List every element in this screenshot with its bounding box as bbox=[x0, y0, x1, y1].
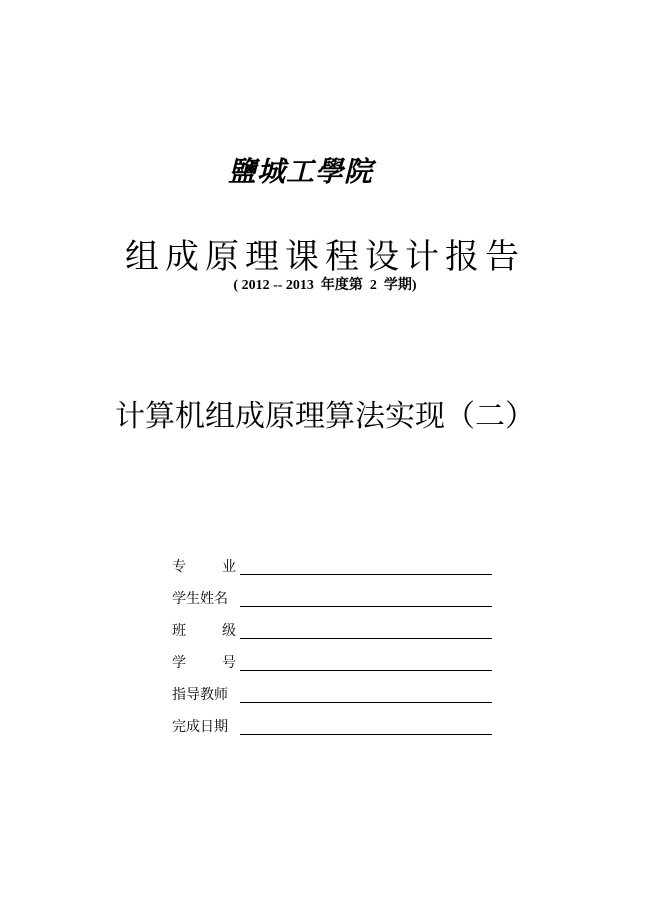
field-label-part: 班 bbox=[172, 623, 186, 639]
field-label bbox=[172, 685, 236, 705]
field-label-part: 专 bbox=[172, 559, 186, 575]
semester-line: ( 2012 -- 2013 年度第 2 学期) bbox=[233, 278, 417, 293]
field-label-part: 业 bbox=[222, 559, 236, 575]
field-row-major bbox=[172, 545, 502, 577]
topic-title: 计算机组成原理算法实现（二） bbox=[115, 399, 535, 434]
field-row-student-name bbox=[172, 577, 502, 609]
field-label-part: 号 bbox=[222, 655, 236, 671]
info-form bbox=[172, 545, 502, 737]
college-logo: 鹽城工學院 bbox=[228, 155, 374, 188]
student-id-fill-line[interactable] bbox=[240, 666, 492, 671]
advisor-fill-line[interactable] bbox=[240, 698, 492, 703]
field-row-student-id bbox=[172, 641, 502, 673]
field-label bbox=[172, 621, 236, 641]
field-label bbox=[172, 717, 236, 737]
field-label bbox=[172, 557, 236, 577]
field-label-part: 完成日期 bbox=[172, 719, 228, 735]
report-title: 组成原理课程设计报告 bbox=[125, 237, 525, 277]
major-fill-line[interactable] bbox=[240, 570, 492, 575]
field-row-completion-date bbox=[172, 705, 502, 737]
field-label-part: 学 bbox=[172, 655, 186, 671]
field-label-part: 级 bbox=[222, 623, 236, 639]
student-name-fill-line[interactable] bbox=[240, 602, 492, 607]
field-label-part: 学生姓名 bbox=[172, 591, 228, 607]
field-label bbox=[172, 653, 236, 673]
field-row-class bbox=[172, 609, 502, 641]
field-row-advisor bbox=[172, 673, 502, 705]
class-fill-line[interactable] bbox=[240, 634, 492, 639]
completion-date-fill-line[interactable] bbox=[240, 730, 492, 735]
field-label-part: 指导教师 bbox=[172, 687, 228, 703]
field-label bbox=[172, 589, 236, 609]
